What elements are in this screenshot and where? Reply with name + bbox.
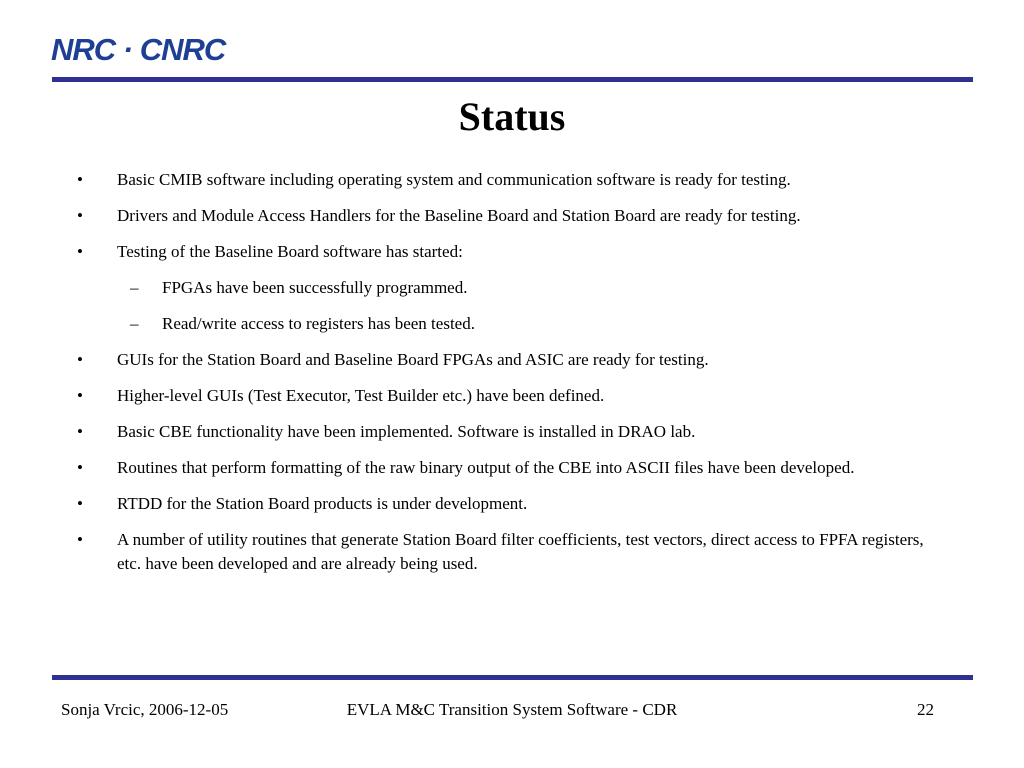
bullet-text: Testing of the Baseline Board software has started: (117, 242, 463, 261)
footer-page-number: 22 (917, 700, 934, 719)
sub-bullet-text: FPGAs have been successfully programmed. (162, 278, 468, 297)
bullet-item (0, 384, 1024, 408)
bullet-marker: • (77, 350, 83, 369)
bullet-marker: • (77, 170, 83, 189)
bullet-text: RTDD for the Station Board products is under development. (117, 494, 528, 513)
bullet-item (0, 348, 1024, 372)
footer-author-date: Sonja Vrcic, 2006-12-05 (61, 700, 229, 719)
dash-marker: – (130, 278, 139, 297)
bullet-item (0, 420, 1024, 444)
bullet-marker: • (77, 530, 83, 549)
footer-rule (52, 675, 973, 680)
bullet-text: Basic CBE functionality have been implemented. Software is installed in DRAO lab. (117, 422, 696, 441)
bullet-text: Drivers and Module Access Handlers for the Baseline Board and Station Board are ready for testing. (117, 206, 801, 225)
nrc-cnrc-logo: NRC · CNRC (51, 32, 226, 67)
bullet-item (0, 240, 1024, 264)
bullet-marker: • (77, 242, 83, 261)
bullet-list (0, 168, 1024, 588)
bullet-text: A number of utility routines that generate Station Board filter coefficients, test vectors, direct access to FPFA registers, etc. have been developed and are already being used. (117, 530, 924, 573)
sub-bullet-item (0, 276, 1024, 300)
bullet-marker: • (77, 422, 83, 441)
bullet-marker: • (77, 206, 83, 225)
sub-bullet-text: Read/write access to registers has been tested. (162, 314, 475, 333)
slide-title: Status (458, 94, 566, 139)
bullet-marker: • (77, 458, 83, 477)
bullet-item (0, 168, 1024, 192)
bullet-marker: • (77, 494, 83, 513)
bullet-text: Basic CMIB software including operating system and communication software is ready for testing. (117, 170, 791, 189)
bullet-item (0, 528, 1024, 576)
bullet-item (0, 492, 1024, 516)
footer-presentation-title: EVLA M&C Transition System Software - CDR (346, 700, 678, 719)
dash-marker: – (130, 314, 139, 333)
bullet-text: Routines that perform formatting of the raw binary output of the CBE into ASCII files have been developed. (117, 458, 855, 477)
bullet-text: GUIs for the Station Board and Baseline Board FPGAs and ASIC are ready for testing. (117, 350, 709, 369)
sub-bullet-item (0, 312, 1024, 336)
bullet-item (0, 204, 1024, 228)
bullet-text: Higher-level GUIs (Test Executor, Test Builder etc.) have been defined. (117, 386, 605, 405)
bullet-marker: • (77, 386, 83, 405)
bullet-item (0, 456, 1024, 480)
header-rule (52, 77, 973, 82)
